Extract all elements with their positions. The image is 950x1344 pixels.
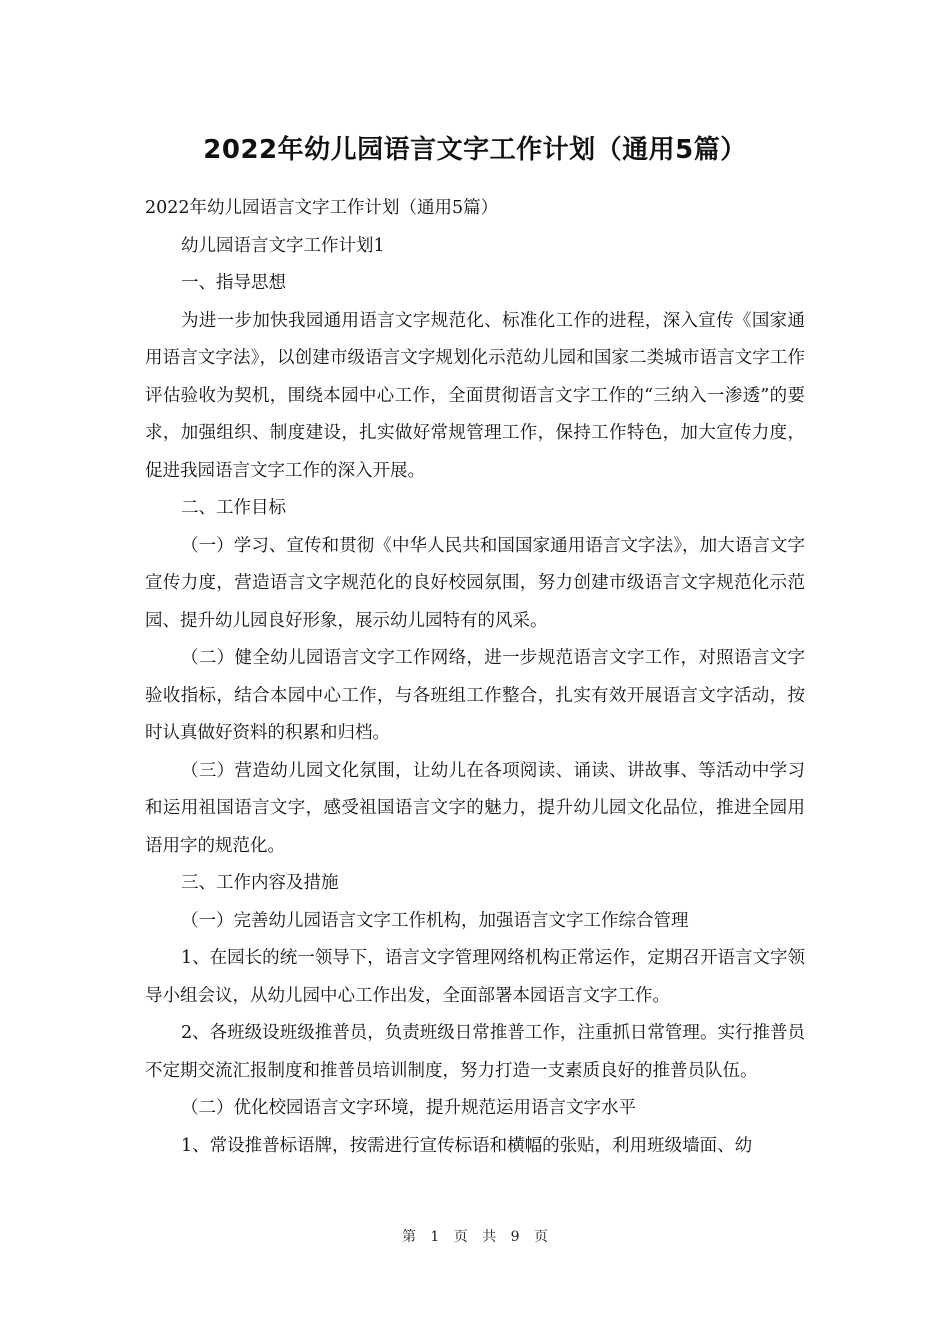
paragraph: （一）学习、宣传和贯彻《中华人民共和国国家通用语言文字法》，加大语言文字宣传力度，营造语言文字规范化的良好校园氛围，努力创建市级语言文字规范化示范园、提升幼儿园良好形象，展示幼儿园特有的风采。 bbox=[145, 535, 805, 631]
section-heading: 三、工作内容及措施 bbox=[181, 873, 339, 893]
plan-heading: 幼儿园语言文字工作计划1 bbox=[181, 235, 385, 256]
section-heading: 二、工作目标 bbox=[181, 498, 286, 518]
subsection-heading: （一）完善幼儿园语言文字工作机构，加强语言文字工作综合管理 bbox=[181, 910, 689, 931]
section-heading: 一、指导思想 bbox=[181, 273, 286, 293]
paragraph: （二）健全幼儿园语言文字工作网络，进一步规范语言文字工作，对照语言文字验收指标，结合本园中心工作，与各班组工作整合，扎实有效开展语言文字活动，按时认真做好资料的积累和归档。 bbox=[145, 648, 805, 743]
paragraph: 1、常设推普标语牌，按需进行宣传标语和横幅的张贴，利用班级墙面、幼 bbox=[181, 1135, 753, 1156]
document-title: 2022年幼儿园语言文字工作计划（通用5篇） bbox=[203, 135, 747, 165]
paragraph: 1、在园长的统一领导下，语言文字管理网络机构正常运作，定期召开语言文字领导小组会议，从幼儿园中心工作出发，全面部署本园语言文字工作。 bbox=[145, 948, 805, 1006]
subsection-heading: （二）优化校园语言文字环境，提升规范运用语言文字水平 bbox=[181, 1098, 636, 1118]
page-footer: 第 1 页 共 9 页 bbox=[401, 1229, 549, 1245]
subtitle-line: 2022年幼儿园语言文字工作计划（通用5篇） bbox=[145, 198, 499, 218]
paragraph: （三）营造幼儿园文化氛围，让幼儿在各项阅读、诵读、讲故事、等活动中学习和运用祖国语言文字，感受祖国语言文字的魅力，提升幼儿园文化品位，推进全园用语用字的规范化。 bbox=[145, 760, 805, 856]
paragraph: 2、各班级设班级推普员，负责班级日常推普工作，注重抓日常管理。实行推普员不定期交流汇报制度和推普员培训制度，努力打造一支素质良好的推普员队伍。 bbox=[145, 1023, 805, 1081]
document-body bbox=[145, 190, 805, 1165]
paragraph: 为进一步加快我园通用语言文字规范化、标准化工作的进程，深入宣传《国家通用语言文字法》，以创建市级语言文字规划化示范幼儿园和国家二类城市语言文字工作评估验收为契机，围绕本园中心工作，全面贯彻语言文字工作的“三纳入一渗透”的要求，加强组织、制度建设，扎实做好常规管理工作，保持工作特色，加大宣传力度，促进我园语言文字工作的深入开展。 bbox=[145, 310, 805, 481]
